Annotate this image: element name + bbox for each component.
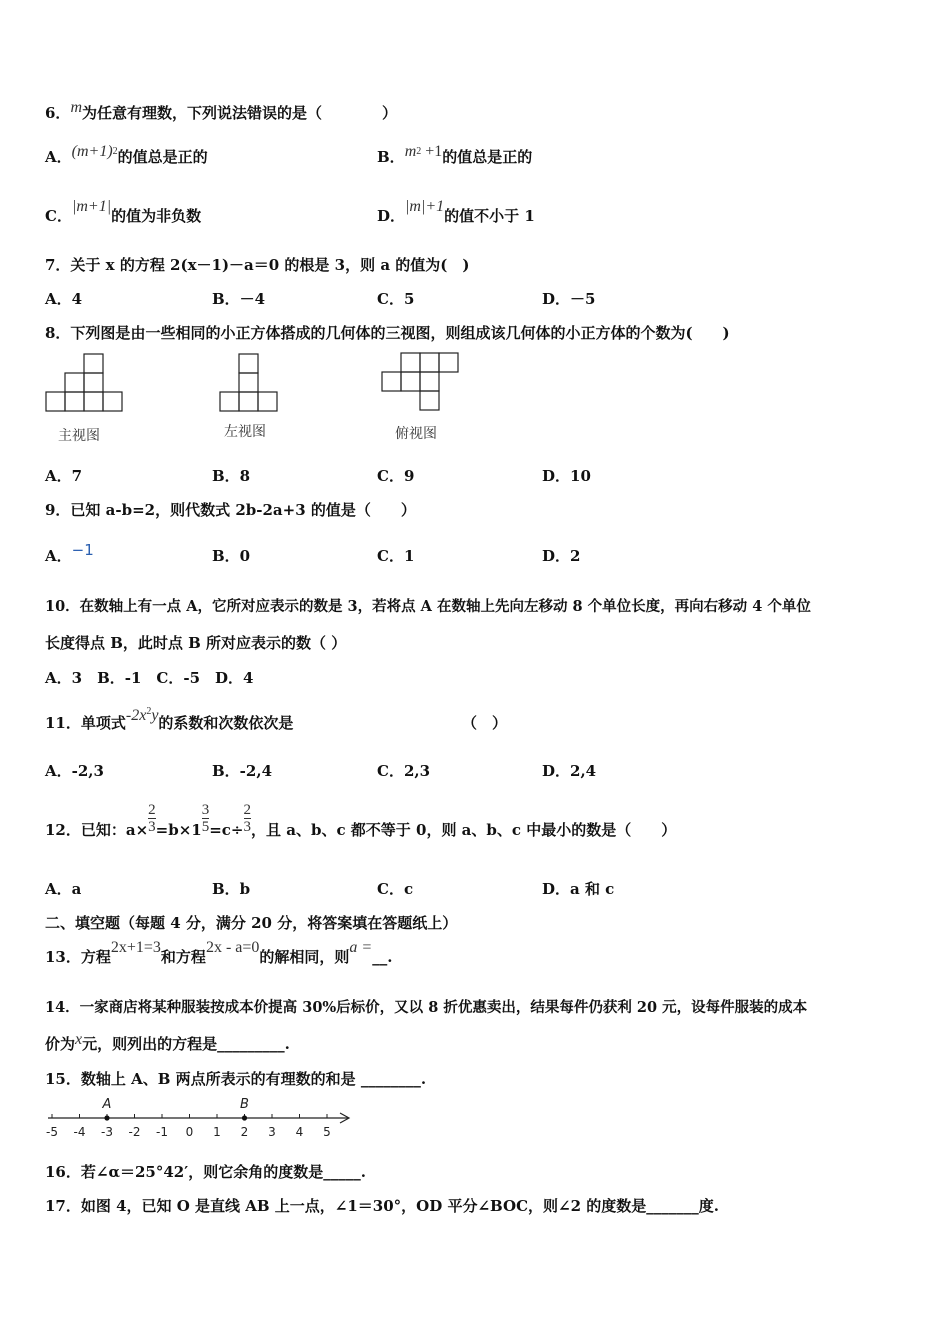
q7-option-c[interactable]: C．5 [377, 290, 415, 308]
q6-option-c[interactable]: C．|m+1|的值为非负数 [45, 198, 202, 225]
q11-option-d[interactable]: D．2,4 [542, 762, 597, 780]
q6-option-a[interactable]: A．$(m+1)^2$的值总是正的 [45, 143, 208, 166]
caption-top-view: 俯视图 [395, 426, 437, 442]
q16-stem: 16．若∠α＝25°42′，则它余角的度数是_____. [45, 1163, 366, 1181]
q11-answer-paren: （ ） [462, 714, 508, 732]
q7-option-b[interactable]: B．－4 [212, 290, 266, 308]
q8-stem: 8．下列图是由一些相同的小正方体搭成的几何体的三视图，则组成该几何体的小正方体的个数为( ) [45, 324, 730, 342]
q7-option-a[interactable]: A．4 [45, 290, 83, 308]
left-view-figure [218, 353, 280, 415]
q14-stem-line1: 14．一家商店将某种服装按成本价提高 30%后标价，又以 8 折优惠卖出，结果每件仍获利 20 元，设每件服装的成本 [45, 999, 808, 1016]
fraction-two-thirds: $\frac{2}{3}$ [148, 802, 156, 835]
q6-option-b[interactable]: B．$m^2 +1$的值总是正的 [377, 143, 533, 166]
fraction-two-thirds-b: $\frac{2}{3}$ [243, 802, 252, 835]
fraction-three-fifths: $\frac{3}{5}$ [201, 802, 210, 835]
number-line-tick-label: -4 [73, 1125, 86, 1139]
q12-option-c[interactable]: C．c [377, 880, 414, 898]
q9-stem: 9．已知 a-b=2，则代数式 2b-2a+3 的值是（ ） [45, 501, 416, 519]
number-line-tick-label: 0 [185, 1125, 194, 1139]
caption-front-view: 主视图 [58, 428, 100, 444]
q7-option-d[interactable]: D．－5 [542, 290, 596, 308]
q11-stem: 11．单项式$-2x^2y$的系数和次数依次是 [45, 706, 294, 732]
number-line-point-label: B [240, 1097, 249, 1112]
q12-option-a[interactable]: A．a [45, 880, 82, 898]
number-line-point-label: A [102, 1097, 112, 1112]
number-line-tick-label: -2 [128, 1125, 141, 1139]
number-line-tick-label: 5 [323, 1125, 331, 1139]
number-line [40, 1094, 360, 1142]
q17-stem: 17．如图 4，已知 O 是直线 AB 上一点，∠1＝30°，OD 平分∠BOC，则∠2 的度数是_______度. [45, 1197, 719, 1215]
q6-var: m [70, 99, 82, 116]
top-view-figure [380, 351, 462, 415]
q12-option-d[interactable]: D．a 和 c [542, 880, 615, 898]
q10-stem-line2: 长度得点 B，此时点 B 所对应表示的数（ ） [45, 634, 347, 652]
number-line-tick-label: -5 [46, 1125, 58, 1139]
q13-stem: 13．方程2x+1=3和方程2x - a=0的解相同，则a =__. [45, 939, 393, 966]
q11-option-c[interactable]: C．2,3 [377, 762, 431, 780]
q8-option-d[interactable]: D．10 [542, 467, 591, 485]
number-line-tick-label: 2 [240, 1125, 249, 1139]
q8-option-b[interactable]: B．8 [212, 467, 251, 485]
q11-option-a[interactable]: A．-2,3 [45, 762, 104, 780]
q9-option-a[interactable]: A．−1 [45, 541, 94, 565]
caption-left-view: 左视图 [224, 424, 266, 440]
q9-option-c[interactable]: C．1 [377, 547, 415, 565]
q8-option-a[interactable]: A．7 [45, 467, 83, 485]
q9-option-b[interactable]: B．0 [212, 547, 251, 565]
q11-option-b[interactable]: B．-2,4 [212, 762, 273, 780]
q10-options[interactable]: A．3 B．-1 C．-5 D．4 [45, 669, 254, 687]
q6-option-d[interactable]: D．|m|+1的值不小于 1 [377, 198, 535, 225]
q12-stem: 12．已知：$a\times\frac{2}{3}$ $=b\times 1\frac{3}{5}$ $=c\div\frac{2}{3}$ ，且 a、b、c 都不等于 0，则 a、b、c 中最小的数是（ ） [45, 802, 677, 839]
q12-option-b[interactable]: B．b [212, 880, 251, 898]
front-view-figure [44, 353, 126, 415]
number-line-tick-label: -3 [101, 1125, 113, 1139]
number-line-tick-label: 4 [295, 1125, 304, 1139]
number-line-point [242, 1115, 247, 1120]
q6-stem: 6．m为任意有理数，下列说法错误的是（ ） [45, 99, 398, 122]
number-line-tick-label: -1 [156, 1125, 168, 1139]
q8-option-c[interactable]: C．9 [377, 467, 415, 485]
number-line-tick-label: 3 [268, 1125, 276, 1139]
q15-stem: 15．数轴上 A、B 两点所表示的有理数的和是 ________. [45, 1070, 427, 1088]
number-line-tick-label: 1 [213, 1125, 221, 1139]
section-2-heading: 二、填空题（每题 4 分，满分 20 分，将答案填在答题纸上） [45, 914, 458, 932]
q7-stem: 7．关于 x 的方程 2(x－1)－a＝0 的根是 3，则 a 的值为( ) [45, 256, 470, 274]
q14-stem-line2: 价为x元，则列出的方程是_________. [45, 1031, 290, 1053]
number-line-point [104, 1115, 109, 1120]
q9-option-d[interactable]: D．2 [542, 547, 581, 565]
q10-stem-line1: 10．在数轴上有一点 A，它所对应表示的数是 3，若将点 A 在数轴上先向左移动 8 个单位长度，再向右移动 4 个单位 [45, 598, 811, 615]
